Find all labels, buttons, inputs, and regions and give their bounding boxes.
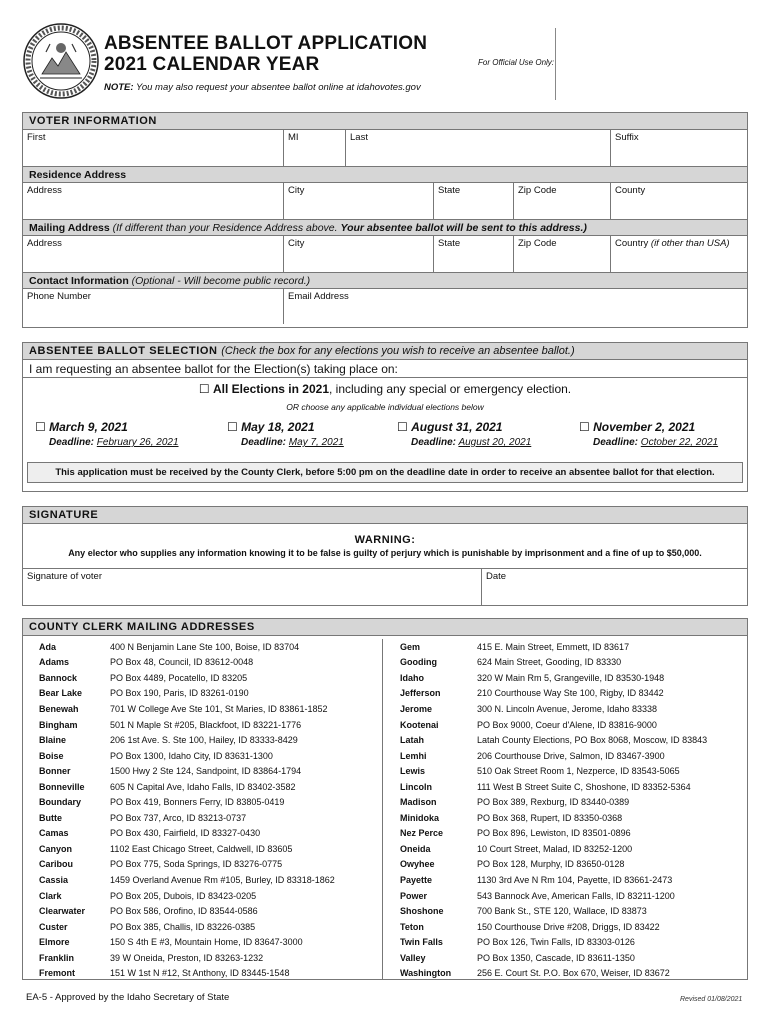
county-name: Bonner bbox=[39, 766, 71, 777]
residence-address-field[interactable]: Address bbox=[23, 183, 284, 219]
clerk-list-right bbox=[384, 639, 748, 981]
voter-information-section bbox=[22, 112, 748, 328]
list-item bbox=[23, 934, 382, 950]
county-address: 1500 Hwy 2 Ste 124, Sandpoint, ID 83864-1794 bbox=[110, 766, 302, 777]
voter-information-heading: VOTER INFORMATION bbox=[23, 113, 747, 130]
county-name: Latah bbox=[400, 735, 425, 746]
ballot-selection-section bbox=[22, 342, 748, 492]
list-item bbox=[384, 670, 748, 686]
list-item bbox=[23, 903, 382, 919]
receipt-deadline-notice: This application must be received by the County Clerk, before 5:00 pm on the deadline date in order to receive an absentee ballot for that election. bbox=[27, 462, 743, 483]
list-item bbox=[384, 701, 748, 717]
county-name: Cassia bbox=[39, 874, 69, 885]
county-address: 415 E. Main Street, Emmett, ID 83617 bbox=[477, 641, 630, 652]
county-address: 111 West B Street Suite C, Shoshone, ID 83352-5364 bbox=[477, 781, 691, 792]
signature-heading: SIGNATURE bbox=[23, 507, 747, 524]
list-item bbox=[384, 903, 748, 919]
county-address: 510 Oak Street Room 1, Nezperce, ID 83543-5065 bbox=[477, 766, 680, 777]
list-item bbox=[384, 857, 748, 873]
title-line-1: ABSENTEE BALLOT APPLICATION bbox=[104, 33, 428, 54]
mailing-address-row bbox=[23, 236, 747, 272]
list-item bbox=[23, 686, 382, 702]
contact-row bbox=[23, 289, 747, 324]
county-address: PO Box 385, Challis, ID 83226-0385 bbox=[110, 921, 256, 932]
all-elections-option[interactable]: ☐ All Elections in 2021, including any special or emergency election. bbox=[198, 382, 572, 396]
list-item bbox=[23, 841, 382, 857]
county-name: Clark bbox=[39, 890, 62, 901]
list-item bbox=[384, 919, 748, 935]
county-address: PO Box 586, Orofino, ID 83544-0586 bbox=[110, 906, 258, 917]
mailing-city-field[interactable]: City bbox=[284, 236, 434, 272]
official-use-divider bbox=[555, 28, 556, 100]
county-name: Lewis bbox=[400, 766, 426, 777]
checkbox-icon[interactable]: ☐ bbox=[35, 420, 46, 434]
county-address: PO Box 205, Dubois, ID 83423-0205 bbox=[110, 890, 257, 901]
county-name: Caribou bbox=[39, 859, 74, 870]
list-item bbox=[23, 965, 382, 981]
mailing-address-heading: Mailing Address (If different than your Residence Address above. Your absentee ballot will be sent to this address.) bbox=[23, 219, 747, 236]
county-address: PO Box 775, Soda Springs, ID 83276-0775 bbox=[110, 859, 283, 870]
county-address: 1459 Overland Avenue Rm #105, Burley, ID 83318-1862 bbox=[110, 874, 335, 885]
county-address: 256 E. Court St. P.O. Box 670, Weiser, ID 83672 bbox=[477, 968, 670, 979]
mailing-address-field[interactable]: Address bbox=[23, 236, 284, 272]
county-name: Valley bbox=[400, 952, 426, 963]
list-item bbox=[384, 950, 748, 966]
county-clerk-heading: COUNTY CLERK MAILING ADDRESSES bbox=[23, 619, 747, 636]
county-name: Custer bbox=[39, 921, 68, 932]
county-address: 206 Courthouse Drive, Salmon, ID 83467-3900 bbox=[477, 750, 665, 761]
county-name: Gem bbox=[400, 641, 421, 652]
list-item bbox=[23, 872, 382, 888]
county-name: Gooding bbox=[400, 657, 437, 668]
last-name-field[interactable]: Last bbox=[346, 130, 611, 166]
county-name: Bingham bbox=[39, 719, 78, 730]
list-item bbox=[23, 639, 382, 655]
list-item bbox=[23, 655, 382, 671]
form-title bbox=[104, 33, 427, 75]
county-address: PO Box 126, Twin Falls, ID 83303-0126 bbox=[477, 937, 635, 948]
county-address: 151 W 1st N #12, St Anthony, ID 83445-1548 bbox=[110, 968, 290, 979]
county-address: 150 Courthouse Drive #208, Driggs, ID 83422 bbox=[477, 921, 660, 932]
list-item bbox=[23, 888, 382, 904]
individual-elections bbox=[23, 420, 747, 456]
clerk-list-left bbox=[23, 639, 383, 980]
mailing-country-field[interactable]: Country (if other than USA) bbox=[615, 238, 730, 249]
state-seal-icon bbox=[22, 22, 100, 100]
county-name: Bonneville bbox=[39, 781, 85, 792]
list-item bbox=[23, 748, 382, 764]
list-item bbox=[384, 810, 748, 826]
list-item bbox=[384, 717, 748, 733]
list-item bbox=[23, 794, 382, 810]
list-item bbox=[384, 965, 748, 981]
county-name: Boise bbox=[39, 750, 64, 761]
all-elections-checkbox-icon[interactable]: ☐ bbox=[198, 382, 210, 396]
phone-number-field[interactable]: Phone Number bbox=[23, 289, 284, 324]
revision-date: Revised 01/08/2021 bbox=[680, 996, 743, 1003]
county-name: Jefferson bbox=[400, 688, 441, 699]
county-name: Payette bbox=[400, 874, 433, 885]
list-item bbox=[23, 763, 382, 779]
election-may-option[interactable]: ☐ May 18, 2021 Deadline: May 7, 2021 bbox=[227, 420, 344, 448]
list-item bbox=[23, 857, 382, 873]
signature-field[interactable]: Signature of voter bbox=[23, 569, 482, 606]
list-item bbox=[384, 826, 748, 842]
county-name: Washington bbox=[400, 968, 452, 979]
county-name: Nez Perce bbox=[400, 828, 444, 839]
list-item bbox=[23, 717, 382, 733]
county-name: Franklin bbox=[39, 952, 75, 963]
county-address: PO Box 430, Fairfield, ID 83327-0430 bbox=[110, 828, 261, 839]
signature-row bbox=[23, 568, 747, 606]
county-name: Blaine bbox=[39, 735, 67, 746]
county-name: Oneida bbox=[400, 843, 431, 854]
county-name: Lemhi bbox=[400, 750, 427, 761]
county-address: 10 Court Street, Malad, ID 83252-1200 bbox=[477, 843, 633, 854]
date-field[interactable]: Date bbox=[486, 571, 507, 582]
approval-footer: EA-5 - Approved by the Idaho Secretary of State bbox=[26, 992, 230, 1003]
checkbox-icon[interactable]: ☐ bbox=[227, 420, 238, 434]
list-item bbox=[23, 670, 382, 686]
county-address: PO Box 896, Lewiston, ID 83501-0896 bbox=[477, 828, 631, 839]
perjury-warning: Any elector who supplies any information knowing it to be false is guilty of perjury which is punishable by imprisonment and a fine of up to $50,000. bbox=[68, 548, 702, 558]
county-address: 501 N Maple St #205, Blackfoot, ID 83221-1776 bbox=[110, 719, 302, 730]
list-item bbox=[23, 826, 382, 842]
county-name: Canyon bbox=[39, 843, 73, 854]
residence-county-field[interactable]: County bbox=[615, 185, 646, 196]
county-address: 1130 3rd Ave N Rm 104, Payette, ID 83661-2473 bbox=[477, 874, 673, 885]
county-address: PO Box 9000, Coeur d'Alene, ID 83816-9000 bbox=[477, 719, 657, 730]
list-item bbox=[384, 794, 748, 810]
email-address-field[interactable]: Email Address bbox=[288, 291, 349, 302]
first-name-field[interactable]: First bbox=[23, 130, 284, 166]
suffix-field[interactable]: Suffix bbox=[615, 132, 639, 143]
county-address: PO Box 190, Paris, ID 83261-0190 bbox=[110, 688, 249, 699]
title-line-2: 2021 CALENDAR YEAR bbox=[104, 54, 320, 75]
county-name: Lincoln bbox=[400, 781, 432, 792]
list-item bbox=[384, 888, 748, 904]
county-address: PO Box 1300, Idaho City, ID 83631-1300 bbox=[110, 750, 273, 761]
county-name: Kootenai bbox=[400, 719, 439, 730]
name-row bbox=[23, 130, 747, 166]
election-november-option[interactable]: ☐ November 2, 2021 Deadline: October 22, 2021 bbox=[579, 420, 719, 448]
county-name: Benewah bbox=[39, 703, 79, 714]
county-address: 150 S 4th E #3, Mountain Home, ID 83647-3000 bbox=[110, 937, 303, 948]
list-item bbox=[23, 732, 382, 748]
county-address: 543 Bannock Ave, American Falls, ID 83211-1200 bbox=[477, 890, 675, 901]
county-name: Bannock bbox=[39, 672, 78, 683]
county-name: Jerome bbox=[400, 703, 433, 714]
county-clerk-section bbox=[22, 618, 748, 980]
warning-title: WARNING: bbox=[354, 534, 416, 546]
county-address: PO Box 737, Arco, ID 83213-0737 bbox=[110, 812, 247, 823]
election-august-option[interactable]: ☐ August 31, 2021 Deadline: August 20, 2021 bbox=[397, 420, 532, 448]
county-address: 39 W Oneida, Preston, ID 83263-1232 bbox=[110, 952, 264, 963]
residence-address-heading: Residence Address bbox=[23, 166, 747, 183]
county-address: 701 W College Ave Ste 101, St Maries, ID 83861-1852 bbox=[110, 703, 328, 714]
county-name: Camas bbox=[39, 828, 69, 839]
election-march-option[interactable]: ☐ March 9, 2021 Deadline: February 26, 2021 bbox=[35, 420, 179, 448]
county-address: 206 1st Ave. S. Ste 100, Hailey, ID 83333-8429 bbox=[110, 735, 298, 746]
county-address: PO Box 368, Rupert, ID 83350-0368 bbox=[477, 812, 623, 823]
county-name: Adams bbox=[39, 657, 70, 668]
county-name: Ada bbox=[39, 641, 57, 652]
county-address: PO Box 389, Rexburg, ID 83440-0389 bbox=[477, 797, 630, 808]
county-address: 605 N Capital Ave, Idaho Falls, ID 83402-3582 bbox=[110, 781, 296, 792]
list-item bbox=[384, 872, 748, 888]
list-item bbox=[23, 779, 382, 795]
checkbox-icon[interactable]: ☐ bbox=[579, 420, 590, 434]
list-item bbox=[23, 950, 382, 966]
county-name: Teton bbox=[400, 921, 424, 932]
county-name: Clearwater bbox=[39, 906, 86, 917]
county-address: 320 W Main Rm 5, Grangeville, ID 83530-1948 bbox=[477, 672, 665, 683]
residence-address-row bbox=[23, 183, 747, 219]
residence-city-field[interactable]: City bbox=[284, 183, 434, 219]
county-address: PO Box 419, Bonners Ferry, ID 83805-0419 bbox=[110, 797, 285, 808]
contact-information-heading: Contact Information (Optional - Will become public record.) bbox=[23, 272, 747, 289]
list-item bbox=[384, 655, 748, 671]
county-name: Boundary bbox=[39, 797, 82, 808]
county-address: Latah County Elections, PO Box 8068, Moscow, ID 83843 bbox=[477, 735, 708, 746]
county-name: Elmore bbox=[39, 937, 70, 948]
residence-state-field[interactable]: State bbox=[434, 183, 514, 219]
county-address: 300 N. Lincoln Avenue, Jerome, Idaho 83338 bbox=[477, 703, 657, 714]
county-name: Minidoka bbox=[400, 812, 440, 823]
county-name: Idaho bbox=[400, 672, 424, 683]
county-address: PO Box 4489, Pocatello, ID 83205 bbox=[110, 672, 248, 683]
county-name: Owyhee bbox=[400, 859, 435, 870]
county-address: 1102 East Chicago Street, Caldwell, ID 83605 bbox=[110, 843, 293, 854]
county-address: 700 Bank St., STE 120, Wallace, ID 83873 bbox=[477, 906, 647, 917]
county-address: PO Box 48, Council, ID 83612-0048 bbox=[110, 657, 254, 668]
county-address: PO Box 1350, Cascade, ID 83611-1350 bbox=[477, 952, 635, 963]
county-address: PO Box 128, Murphy, ID 83650-0128 bbox=[477, 859, 625, 870]
list-item bbox=[384, 732, 748, 748]
list-item bbox=[384, 686, 748, 702]
list-item bbox=[384, 934, 748, 950]
county-name: Twin Falls bbox=[400, 937, 443, 948]
county-address: 210 Courthouse Way Ste 100, Rigby, ID 83442 bbox=[477, 688, 664, 699]
list-item bbox=[384, 841, 748, 857]
list-item bbox=[23, 810, 382, 826]
list-item bbox=[23, 701, 382, 717]
ballot-selection-heading: ABSENTEE BALLOT SELECTION (Check the box for any elections you wish to receive an absentee ballot.) bbox=[23, 343, 747, 360]
middle-initial-field[interactable]: MI bbox=[284, 130, 346, 166]
or-choose-instruction: OR choose any applicable individual elections below bbox=[286, 402, 484, 412]
county-address: 624 Main Street, Gooding, ID 83330 bbox=[477, 657, 622, 668]
list-item bbox=[384, 639, 748, 655]
list-item bbox=[23, 919, 382, 935]
mailing-state-field[interactable]: State bbox=[434, 236, 514, 272]
county-name: Shoshone bbox=[400, 906, 444, 917]
list-item bbox=[384, 763, 748, 779]
request-statement: I am requesting an absentee ballot for the Election(s) taking place on: bbox=[23, 360, 747, 378]
county-name: Bear Lake bbox=[39, 688, 83, 699]
county-name: Butte bbox=[39, 812, 62, 823]
signature-section bbox=[22, 506, 748, 606]
county-name: Madison bbox=[400, 797, 437, 808]
checkbox-icon[interactable]: ☐ bbox=[397, 420, 408, 434]
online-note: NOTE: You may also request your absentee ballot online at idahovotes.gov bbox=[104, 82, 421, 93]
official-use-label: For Official Use Only: bbox=[478, 58, 555, 67]
list-item bbox=[384, 779, 748, 795]
county-name: Fremont bbox=[39, 968, 75, 979]
residence-zip-field[interactable]: Zip Code bbox=[514, 183, 611, 219]
list-item bbox=[384, 748, 748, 764]
mailing-zip-field[interactable]: Zip Code bbox=[514, 236, 611, 272]
county-address: 400 N Benjamin Lane Ste 100, Boise, ID 83704 bbox=[110, 641, 300, 652]
county-name: Power bbox=[400, 890, 428, 901]
